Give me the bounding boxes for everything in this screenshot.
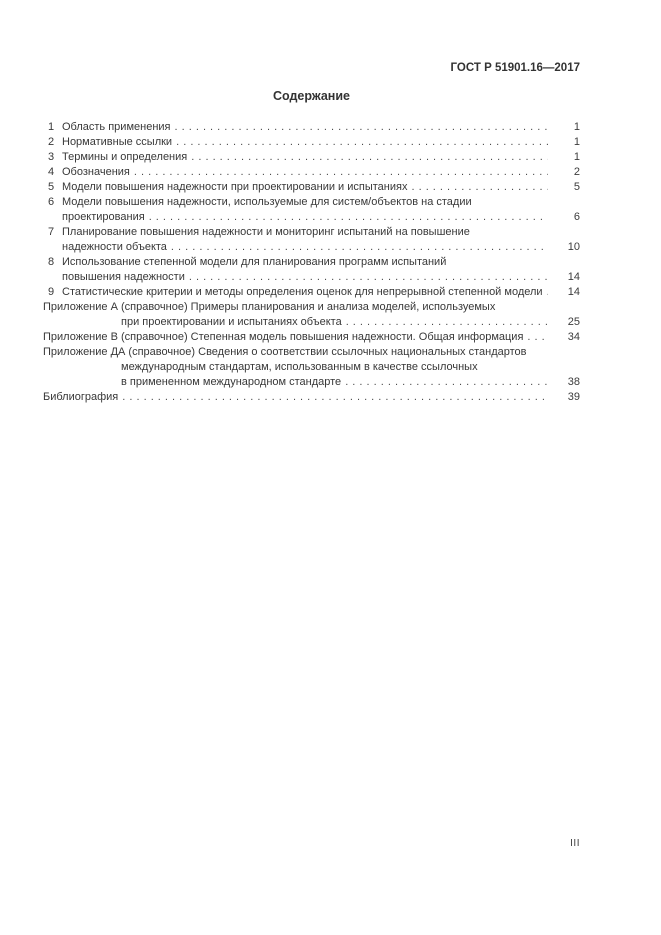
dot-leader xyxy=(149,210,548,225)
page-number: III xyxy=(570,838,580,849)
toc-entry-number: 7 xyxy=(48,226,55,238)
toc-entry-page: 1 xyxy=(573,151,580,163)
toc-entry-text: Модели повышения надежности, используемые для систем/объектов на стадии xyxy=(62,196,472,208)
toc-entry-page: 5 xyxy=(573,181,580,193)
toc-entry-text: в примененном международном стандарте xyxy=(121,376,342,388)
toc-entry xyxy=(43,135,580,150)
toc-entry-page: 2 xyxy=(573,166,580,178)
document-designation: ГОСТ Р 51901.16—2017 xyxy=(450,62,580,74)
dot-leader xyxy=(134,165,548,180)
toc-entry xyxy=(43,300,580,315)
toc-entry xyxy=(43,240,580,255)
toc-entry-text: Модели повышения надежности при проектировании и испытаниях xyxy=(62,181,408,193)
toc-entry-text: Приложение ДА (справочное) Сведения о соответствии ссылочных национальных стандартов xyxy=(43,346,527,358)
toc-entry xyxy=(43,120,580,135)
dot-leader xyxy=(191,150,548,165)
toc-entry-page: 14 xyxy=(567,286,580,298)
toc-entry-page: 34 xyxy=(567,331,580,343)
toc-entry xyxy=(43,225,580,240)
toc-entry-text: Нормативные ссылки xyxy=(62,136,173,148)
toc-entry-number: 1 xyxy=(48,121,55,133)
toc-entry xyxy=(43,165,580,180)
toc-entry-page: 6 xyxy=(573,211,580,223)
toc-entry-number: 4 xyxy=(48,166,55,178)
page-content xyxy=(43,0,580,405)
toc-entry xyxy=(43,315,580,330)
toc-entry-text: повышения надежности xyxy=(62,271,185,283)
toc-entry xyxy=(43,390,580,405)
toc-entry-page: 38 xyxy=(567,376,580,388)
toc-entry-text: надежности объекта xyxy=(62,241,167,253)
dot-leader xyxy=(345,375,548,390)
toc-entry xyxy=(43,330,580,345)
toc-entry xyxy=(43,285,580,300)
dot-leader xyxy=(171,240,548,255)
toc-entry xyxy=(43,210,580,225)
dot-leader xyxy=(411,180,548,195)
dot-leader xyxy=(189,270,548,285)
dot-leader xyxy=(175,120,549,135)
toc-entry-page: 14 xyxy=(567,271,580,283)
dot-leader xyxy=(346,315,548,330)
toc-entry-text: Статистические критерии и методы определения оценок для непрерывной степенной модели xyxy=(62,286,543,298)
toc-entry-text: проектирования xyxy=(62,211,145,223)
toc-entry-number: 5 xyxy=(48,181,55,193)
toc-entry xyxy=(43,150,580,165)
toc-entry xyxy=(43,180,580,195)
toc-entry-page: 10 xyxy=(567,241,580,253)
toc-entry xyxy=(43,270,580,285)
toc-entry-text: Термины и определения xyxy=(62,151,188,163)
page-title: Содержание xyxy=(272,89,350,103)
toc-entry-text: Область применения xyxy=(62,121,171,133)
toc-entry-number: 8 xyxy=(48,256,55,268)
toc-entry-text: Библиография xyxy=(43,391,119,403)
toc-entry-text: Планирование повышения надежности и мониторинг испытаний на повышение xyxy=(62,226,470,238)
toc-entry-text: Использование степенной модели для планирования программ испытаний xyxy=(62,256,447,268)
toc-entry-page: 1 xyxy=(573,121,580,133)
toc-entry-text: Обозначения xyxy=(62,166,130,178)
dot-leader xyxy=(122,390,548,405)
toc-entry-text: при проектировании и испытаниях объекта xyxy=(121,316,342,328)
table-of-contents xyxy=(43,120,580,405)
toc-entry xyxy=(43,195,580,210)
toc-entry-number: 2 xyxy=(48,136,55,148)
toc-entry xyxy=(43,255,580,270)
toc-entry-number: 6 xyxy=(48,196,55,208)
dot-leader xyxy=(176,135,548,150)
toc-entry-number: 3 xyxy=(48,151,55,163)
toc-entry-number: 9 xyxy=(48,286,55,298)
dot-leader xyxy=(527,330,548,345)
toc-entry xyxy=(43,375,580,390)
toc-entry-page: 39 xyxy=(567,391,580,403)
toc-entry xyxy=(43,345,580,360)
toc-entry-page: 25 xyxy=(567,316,580,328)
toc-entry-text: международным стандартам, использованным в качестве ссылочных xyxy=(121,361,478,373)
toc-entry-page: 1 xyxy=(573,136,580,148)
dot-leader xyxy=(547,285,548,300)
toc-entry-text: Приложение В (справочное) Степенная модель повышения надежности. Общая информация xyxy=(43,331,524,343)
toc-entry-text: Приложение А (справочное) Примеры планирования и анализа моделей, используемых xyxy=(43,301,496,313)
toc-entry xyxy=(43,360,580,375)
